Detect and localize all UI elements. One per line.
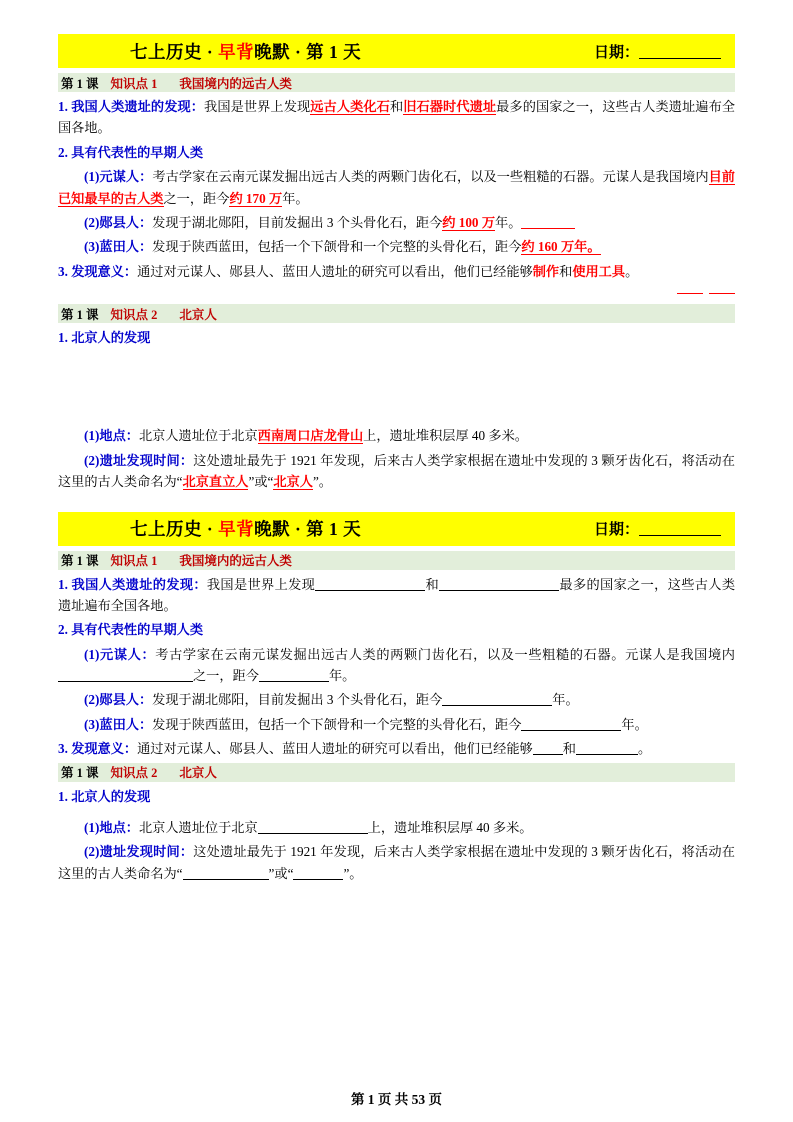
para-c5-text2: 年。 xyxy=(621,716,648,732)
blank-fill-10[interactable] xyxy=(183,879,269,880)
red-rule-2 xyxy=(709,293,735,294)
para-a5 xyxy=(58,236,735,257)
para-c4 xyxy=(58,689,735,710)
para-a3-text1: 考古学家在云南元谋发掘出远古人类的两颗门齿化石，以及一些粗糙的石器。元谋人是我国境内 xyxy=(152,169,709,185)
banner-title-part2: 晚默 xyxy=(254,41,291,62)
para-d2-text1: 北京人遗址位于北京 xyxy=(138,819,258,835)
answer-make: 制作 xyxy=(532,263,560,279)
answer-1-million-years: 约 100 万 xyxy=(442,214,496,230)
knowledge-point-number-2: 知识点 2 xyxy=(110,307,158,322)
para-a1-heading: 1. 我国人类遗址的发现： xyxy=(58,99,205,114)
para-c6-text2: 和 xyxy=(562,741,576,757)
date-blank-line-b xyxy=(639,535,721,536)
para-c3-text3: 年。 xyxy=(328,668,356,683)
para-d2 xyxy=(58,817,735,838)
para-c6-heading: 3. 发现意义： xyxy=(58,741,138,757)
blank-fill-2[interactable] xyxy=(439,590,559,591)
lesson-number-b: 第 1 课 xyxy=(61,554,99,568)
lesson-number-2b: 第 1 课 xyxy=(61,766,99,780)
blank-fill-5[interactable] xyxy=(442,705,552,706)
date-blank-line xyxy=(639,58,721,59)
answer-peking-erectus: 北京直立人 xyxy=(182,474,249,490)
label-discovery-time: (2)遗址发现时间： xyxy=(84,452,194,468)
para-a6 xyxy=(58,261,735,282)
para-c3 xyxy=(58,644,735,687)
para-a6-text1: 通过对元谋人、郧县人、蓝田人遗址的研究可以看出，他们已经能够 xyxy=(137,263,533,279)
lesson-bar-1-top xyxy=(58,73,735,92)
para-d3-text3: ”。 xyxy=(343,865,363,881)
blank-fill-11[interactable] xyxy=(293,879,343,880)
para-a5-text2: 年。 xyxy=(574,239,601,255)
para-c3-text1: 考古学家在云南元谋发掘出远古人类的两颗门齿化石，以及一些粗糙的石器。元谋人是我国境内 xyxy=(155,646,735,662)
banner-date-bottom xyxy=(594,518,721,539)
para-c2-heading xyxy=(58,619,735,640)
para-c4-text2: 年。 xyxy=(552,692,579,708)
banner-title-top xyxy=(130,39,361,64)
blank-fill-6[interactable] xyxy=(521,730,621,731)
blank-fill-7[interactable] xyxy=(533,754,563,755)
blank-fill-9[interactable] xyxy=(258,833,368,834)
para-c1-text1: 我国是世界上发现 xyxy=(206,576,316,592)
answer-use-tools: 使用工具 xyxy=(572,263,626,279)
label-location: (1)地点： xyxy=(84,428,139,444)
para-a6-heading: 3. 发现意义： xyxy=(58,263,138,279)
banner-title-red: 早背 xyxy=(218,41,255,62)
para-b2 xyxy=(58,425,735,446)
section-gap xyxy=(58,496,735,512)
para-a2-heading-text: 2. 具有代表性的早期人类 xyxy=(58,144,204,160)
para-d2-text2: 上，遗址堆积层厚 40 多米。 xyxy=(367,819,533,835)
label-yunxian-man: (2)郧县人： xyxy=(84,214,153,230)
blank-fill-3[interactable] xyxy=(58,681,193,682)
para-a1-text2: 和 xyxy=(389,99,404,114)
banner-title-part3-b: · 第 1 天 xyxy=(290,519,362,539)
blank-fill-1[interactable] xyxy=(315,590,425,591)
lesson-number: 第 1 课 xyxy=(61,76,99,91)
knowledge-point-topic: 我国境内的远古人类 xyxy=(179,76,292,91)
para-c6-text3: 。 xyxy=(637,741,652,757)
knowledge-point-number: 知识点 1 xyxy=(110,76,158,91)
lesson-bar-2-top xyxy=(58,304,735,323)
knowledge-point-topic-2: 北京人 xyxy=(179,307,217,322)
para-a1-text1: 我国是世界上发现 xyxy=(204,99,311,114)
day-banner-top xyxy=(58,34,735,68)
para-c1-text3: 最多的国家之一，这些古人类遗址遍布全国各地。 xyxy=(58,576,736,613)
blank-fill-8[interactable] xyxy=(576,754,638,755)
para-a4-text2: 年。 xyxy=(495,214,522,230)
banner-title-part2-b: 晚默 xyxy=(254,519,291,539)
para-c5 xyxy=(58,714,735,735)
para-b3-text2: ”或“ xyxy=(248,474,274,490)
para-a5-text1: 发现于陕西蓝田，包括一个下颌骨和一个完整的头骨化石，距今 xyxy=(152,239,522,255)
answer-paleolithic-sites: 旧石器时代遗址 xyxy=(403,99,497,114)
para-d1-heading-text: 1. 北京人的发现 xyxy=(58,788,151,804)
label-yunxian-man-b: (2)郧县人： xyxy=(84,692,153,708)
banner-title-part1: 七上历史 · xyxy=(130,41,219,62)
para-a4 xyxy=(58,212,735,233)
trailing-red-rules-a6 xyxy=(58,283,735,301)
para-d1-heading xyxy=(58,786,735,807)
blank-space-bottom xyxy=(58,810,735,817)
page-number: 第 1 页 共 53 页 xyxy=(350,1092,443,1107)
para-c6-text1: 通过对元谋人、郧县人、蓝田人遗址的研究可以看出，他们已经能够 xyxy=(137,741,533,757)
para-c3-text2: 之一，距今 xyxy=(193,668,259,683)
page-footer xyxy=(0,1088,793,1108)
para-b2-text1: 北京人遗址位于北京 xyxy=(138,428,258,444)
para-d3 xyxy=(58,841,735,884)
para-a1 xyxy=(58,96,735,139)
banner-title-bottom xyxy=(130,516,361,541)
para-b3-text3: ”。 xyxy=(312,474,332,490)
para-c2-heading-text: 2. 具有代表性的早期人类 xyxy=(58,622,204,638)
trailing-red-rule-a4 xyxy=(521,228,575,229)
lesson-number-2: 第 1 课 xyxy=(61,307,99,322)
para-b2-text2: 上，遗址堆积层厚 40 多米。 xyxy=(363,428,528,444)
para-a6-text2: 和 xyxy=(559,263,573,279)
label-discovery-time-b: (2)遗址发现时间： xyxy=(84,844,194,860)
banner-title-part1-b: 七上历史 · xyxy=(130,519,219,539)
para-d3-text2: ”或“ xyxy=(268,865,294,881)
knowledge-point-topic-b: 我国境内的远古人类 xyxy=(179,554,292,568)
label-yuanmou-man: (1)元谋人： xyxy=(84,169,153,185)
blank-fill-4[interactable] xyxy=(259,681,329,682)
para-c1-text2: 和 xyxy=(425,576,440,592)
para-b1-heading-text: 1. 北京人的发现 xyxy=(58,330,151,345)
label-lantian-man: (3)蓝田人： xyxy=(84,239,153,255)
knowledge-point-number-b: 知识点 1 xyxy=(110,554,158,568)
red-rule-1 xyxy=(677,293,703,294)
banner-date-top xyxy=(594,41,721,62)
date-label: 日期： xyxy=(593,44,639,61)
lesson-bar-1-bottom xyxy=(58,551,735,570)
para-b3-text1: 这处遗址最先于 1921 年发现，后来古人类学家根据在遗址中发现的 3 颗牙齿化石，将活动在这里的古人类命名为“ xyxy=(58,452,735,490)
para-c1 xyxy=(58,574,735,617)
answer-ancient-human-fossils: 远古人类化石 xyxy=(310,99,390,114)
para-c6 xyxy=(58,738,735,759)
para-b3 xyxy=(58,450,735,493)
date-label-b: 日期： xyxy=(593,522,639,538)
answer-earliest-known-human: 目前已知最早的古人类 xyxy=(58,169,735,206)
lesson-bar-2-bottom xyxy=(58,763,735,782)
para-a1-text3: 最多的国家之一，这些古人类遗址遍布全国各地。 xyxy=(58,99,736,136)
para-a3-text2: 之一，距今 xyxy=(163,190,230,206)
blank-space-top xyxy=(58,351,735,425)
answer-1.6-million-years: 约 160 万 xyxy=(521,239,575,255)
para-c5-text1: 发现于陕西蓝田，包括一个下颌骨和一个完整的头骨化石，距今 xyxy=(152,716,522,732)
label-location-b: (1)地点： xyxy=(84,819,139,835)
para-d3-text1: 这处遗址最先于 1921 年发现，后来古人类学家根据在遗址中发现的 3 颗牙齿化石，将活动在这里的古人类命名为“ xyxy=(58,844,735,881)
para-b1-heading xyxy=(58,327,735,348)
para-a3-text3: 年。 xyxy=(282,190,309,206)
answer-1.7-million-years: 约 170 万 xyxy=(229,190,283,206)
knowledge-point-topic-2b: 北京人 xyxy=(179,766,217,780)
answer-longgu-hill: 西南周口店龙骨山 xyxy=(257,428,364,444)
day-banner-bottom xyxy=(58,512,735,546)
para-a6-text3: 。 xyxy=(625,263,639,279)
label-lantian-man-b: (3)蓝田人： xyxy=(84,716,153,732)
para-a2-heading xyxy=(58,142,735,163)
banner-title-part3: · 第 1 天 xyxy=(290,41,362,62)
para-c4-text1: 发现于湖北郧阳，目前发掘出 3 个头骨化石，距今 xyxy=(152,692,443,708)
knowledge-point-number-2b: 知识点 2 xyxy=(110,766,158,780)
banner-title-red-b: 早背 xyxy=(218,519,255,539)
answer-peking-man: 北京人 xyxy=(273,474,313,490)
para-a3 xyxy=(58,166,735,209)
para-c1-heading: 1. 我国人类遗址的发现： xyxy=(58,576,207,592)
label-yuanmou-man-b: (1)元谋人： xyxy=(84,646,156,662)
para-a4-text1: 发现于湖北郧阳，目前发掘出 3 个头骨化石，距今 xyxy=(152,214,443,230)
